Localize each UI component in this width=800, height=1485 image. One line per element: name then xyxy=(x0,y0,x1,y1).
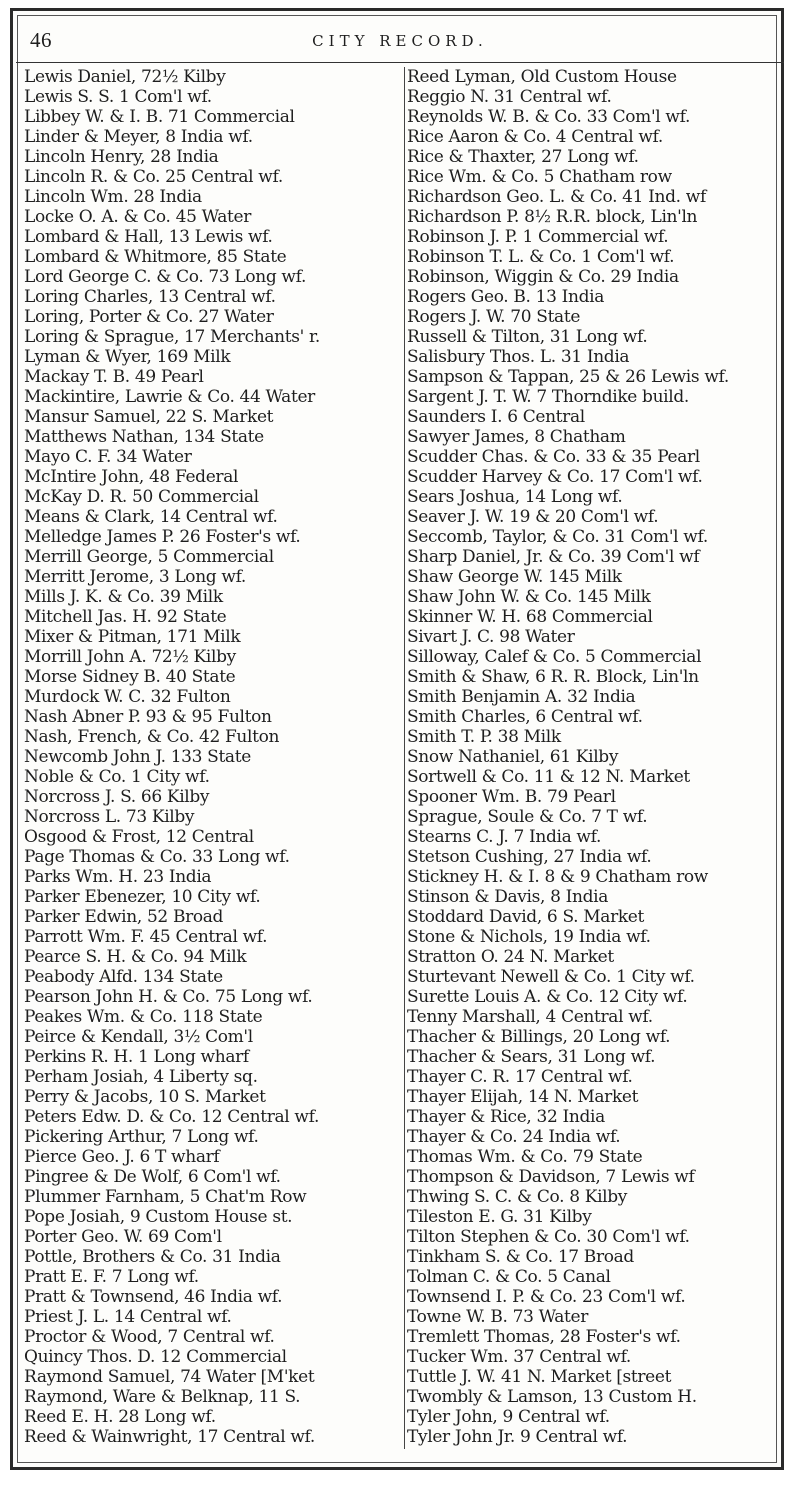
left-column xyxy=(24,67,398,1457)
directory-entry: Stoddard David, 6 S. Market xyxy=(407,907,645,927)
directory-entry: Snow Nathaniel, 61 Kilby xyxy=(407,747,619,767)
directory-entry: McIntire John, 48 Federal xyxy=(24,467,239,487)
directory-entry: Saunders I. 6 Central xyxy=(407,407,585,427)
directory-entry: Lombard & Whitmore, 85 State xyxy=(24,247,287,267)
directory-entry: Lyman & Wyer, 169 Milk xyxy=(24,347,231,367)
directory-entry: Pearson John H. & Co. 75 Long wf. xyxy=(24,987,313,1007)
directory-entry: Stearns C. J. 7 India wf. xyxy=(407,827,602,847)
directory-entry: Shaw John W. & Co. 145 Milk xyxy=(407,587,651,607)
directory-entry: Rice & Thaxter, 27 Long wf. xyxy=(407,147,639,167)
directory-columns xyxy=(24,67,774,1457)
directory-entry: Noble & Co. 1 City wf. xyxy=(24,767,210,787)
directory-entry: Lincoln R. & Co. 25 Central wf. xyxy=(24,167,283,187)
directory-entry: Proctor & Wood, 7 Central wf. xyxy=(24,1327,275,1347)
directory-entry: Reed & Wainwright, 17 Central wf. xyxy=(24,1427,315,1447)
directory-entry: Thayer C. R. 17 Central wf. xyxy=(407,1067,633,1087)
directory-entry: Pierce Geo. J. 6 T wharf xyxy=(24,1147,220,1167)
directory-entry: Rice Aaron & Co. 4 Central wf. xyxy=(407,127,663,147)
directory-entry: Peakes Wm. & Co. 118 State xyxy=(24,1007,263,1027)
running-title: CITY RECORD. xyxy=(312,32,488,50)
directory-entry: Sturtevant Newell & Co. 1 City wf. xyxy=(407,967,695,987)
directory-entry: Tolman C. & Co. 5 Canal xyxy=(407,1267,611,1287)
right-column xyxy=(407,67,781,1457)
directory-entry: Stone & Nichols, 19 India wf. xyxy=(407,927,651,947)
directory-entry: Thwing S. C. & Co. 8 Kilby xyxy=(407,1187,628,1207)
directory-entry: Mackintire, Lawrie & Co. 44 Water xyxy=(24,387,315,407)
directory-entry: Parker Edwin, 52 Broad xyxy=(24,907,224,927)
directory-entry: Mills J. K. & Co. 39 Milk xyxy=(24,587,223,607)
directory-entry: Twombly & Lamson, 13 Custom H. xyxy=(407,1387,697,1407)
directory-entry: Tyler John Jr. 9 Central wf. xyxy=(407,1427,628,1447)
directory-entry: Thomas Wm. & Co. 79 State xyxy=(407,1147,643,1167)
page-header xyxy=(10,10,790,60)
directory-entry: Libbey W. & I. B. 71 Commercial xyxy=(24,107,295,127)
directory-entry: Page Thomas & Co. 33 Long wf. xyxy=(24,847,290,867)
directory-entry: Reggio N. 31 Central wf. xyxy=(407,87,612,107)
directory-entry: Peabody Alfd. 134 State xyxy=(24,967,223,987)
directory-entry: Tileston E. G. 31 Kilby xyxy=(407,1207,592,1227)
directory-entry: Smith Charles, 6 Central wf. xyxy=(407,707,643,727)
directory-entry: Scudder Chas. & Co. 33 & 35 Pearl xyxy=(407,447,700,467)
directory-entry: Tyler John, 9 Central wf. xyxy=(407,1407,610,1427)
directory-entry: Towne W. B. 73 Water xyxy=(407,1307,589,1327)
directory-entry: Lewis Daniel, 72½ Kilby xyxy=(24,67,226,87)
directory-entry: Smith Benjamin A. 32 India xyxy=(407,687,636,707)
directory-entry: Loring Charles, 13 Central wf. xyxy=(24,287,276,307)
directory-entry: Stetson Cushing, 27 India wf. xyxy=(407,847,652,867)
directory-entry: Morse Sidney B. 40 State xyxy=(24,667,236,687)
directory-entry: Townsend I. P. & Co. 23 Com'l wf. xyxy=(407,1287,686,1307)
directory-entry: Seaver J. W. 19 & 20 Com'l wf. xyxy=(407,507,659,527)
directory-entry: Perham Josiah, 4 Liberty sq. xyxy=(24,1067,258,1087)
directory-entry: Thacher & Billings, 20 Long wf. xyxy=(407,1027,671,1047)
page-number: 46 xyxy=(30,28,52,52)
directory-entry: Quincy Thos. D. 12 Commercial xyxy=(24,1347,287,1367)
directory-entry: Reed Lyman, Old Custom House xyxy=(407,67,677,87)
directory-entry: Sharp Daniel, Jr. & Co. 39 Com'l wf xyxy=(407,547,700,567)
directory-entry: Lincoln Henry, 28 India xyxy=(24,147,219,167)
directory-entry: Thayer & Co. 24 India wf. xyxy=(407,1127,621,1147)
directory-entry: Mayo C. F. 34 Water xyxy=(24,447,192,467)
directory-entry: Sampson & Tappan, 25 & 26 Lewis wf. xyxy=(407,367,729,387)
directory-entry: McKay D. R. 50 Commercial xyxy=(24,487,259,507)
directory-entry: Raymond Samuel, 74 Water [M'ket xyxy=(24,1367,315,1387)
directory-entry: Tenny Marshall, 4 Central wf. xyxy=(407,1007,653,1027)
directory-entry: Pratt & Townsend, 46 India wf. xyxy=(24,1287,283,1307)
directory-entry: Tucker Wm. 37 Central wf. xyxy=(407,1347,631,1367)
directory-entry: Loring, Porter & Co. 27 Water xyxy=(24,307,274,327)
directory-entry: Sears Joshua, 14 Long wf. xyxy=(407,487,623,507)
directory-entry: Parrott Wm. F. 45 Central wf. xyxy=(24,927,268,947)
directory-entry: Stickney H. & I. 8 & 9 Chatham row xyxy=(407,867,708,887)
directory-entry: Pearce S. H. & Co. 94 Milk xyxy=(24,947,247,967)
directory-entry: Osgood & Frost, 12 Central xyxy=(24,827,254,847)
directory-entry: Loring & Sprague, 17 Merchants' r. xyxy=(24,327,320,347)
directory-entry: Newcomb John J. 133 State xyxy=(24,747,251,767)
directory-entry: Reynolds W. B. & Co. 33 Com'l wf. xyxy=(407,107,690,127)
directory-entry: Plummer Farnham, 5 Chat'm Row xyxy=(24,1187,307,1207)
directory-entry: Spooner Wm. B. 79 Pearl xyxy=(407,787,616,807)
directory-entry: Richardson Geo. L. & Co. 41 Ind. wf xyxy=(407,187,706,207)
directory-entry: Salisbury Thos. L. 31 India xyxy=(407,347,630,367)
directory-entry: Norcross J. S. 66 Kilby xyxy=(24,787,210,807)
directory-entry: Thacher & Sears, 31 Long wf. xyxy=(407,1047,656,1067)
directory-entry: Means & Clark, 14 Central wf. xyxy=(24,507,278,527)
directory-entry: Porter Geo. W. 69 Com'l xyxy=(24,1227,222,1247)
directory-entry: Sawyer James, 8 Chatham xyxy=(407,427,626,447)
directory-entry: Tilton Stephen & Co. 30 Com'l wf. xyxy=(407,1227,690,1247)
directory-entry: Pope Josiah, 9 Custom House st. xyxy=(24,1207,293,1227)
directory-entry: Thayer Elijah, 14 N. Market xyxy=(407,1087,639,1107)
directory-entry: Skinner W. H. 68 Commercial xyxy=(407,607,653,627)
directory-entry: Pratt E. F. 7 Long wf. xyxy=(24,1267,199,1287)
directory-entry: Parker Ebenezer, 10 City wf. xyxy=(24,887,261,907)
directory-entry: Murdock W. C. 32 Fulton xyxy=(24,687,231,707)
directory-entry: Lombard & Hall, 13 Lewis wf. xyxy=(24,227,273,247)
directory-entry: Surette Louis A. & Co. 12 City wf. xyxy=(407,987,688,1007)
directory-entry: Nash Abner P. 93 & 95 Fulton xyxy=(24,707,272,727)
directory-entry: Sprague, Soule & Co. 7 T wf. xyxy=(407,807,648,827)
directory-entry: Scudder Harvey & Co. 17 Com'l wf. xyxy=(407,467,703,487)
directory-entry: Robinson T. L. & Co. 1 Com'l wf. xyxy=(407,247,675,267)
directory-entry: Robinson, Wiggin & Co. 29 India xyxy=(407,267,679,287)
directory-entry: Lincoln Wm. 28 India xyxy=(24,187,202,207)
directory-entry: Tuttle J. W. 41 N. Market [street xyxy=(407,1367,672,1387)
directory-entry: Sortwell & Co. 11 & 12 N. Market xyxy=(407,767,690,787)
directory-entry: Seccomb, Taylor, & Co. 31 Com'l wf. xyxy=(407,527,708,547)
directory-entry: Richardson P. 8½ R.R. block, Lin'ln xyxy=(407,207,698,227)
directory-entry: Linder & Meyer, 8 India wf. xyxy=(24,127,253,147)
directory-entry: Russell & Tilton, 31 Long wf. xyxy=(407,327,648,347)
directory-entry: Sivart J. C. 98 Water xyxy=(407,627,575,647)
directory-entry: Parks Wm. H. 23 India xyxy=(24,867,212,887)
directory-entry: Smith T. P. 38 Milk xyxy=(407,727,561,747)
directory-entry: Mackay T. B. 49 Pearl xyxy=(24,367,204,387)
directory-entry: Merritt Jerome, 3 Long wf. xyxy=(24,567,246,587)
directory-entry: Pottle, Brothers & Co. 31 India xyxy=(24,1247,281,1267)
directory-entry: Pingree & De Wolf, 6 Com'l wf. xyxy=(24,1167,281,1187)
directory-entry: Mitchell Jas. H. 92 State xyxy=(24,607,227,627)
directory-entry: Perry & Jacobs, 10 S. Market xyxy=(24,1087,266,1107)
directory-entry: Perkins R. H. 1 Long wharf xyxy=(24,1047,249,1067)
directory-entry: Mansur Samuel, 22 S. Market xyxy=(24,407,274,427)
directory-entry: Lord George C. & Co. 73 Long wf. xyxy=(24,267,307,287)
directory-entry: Melledge James P. 26 Foster's wf. xyxy=(24,527,301,547)
directory-entry: Peirce & Kendall, 3½ Com'l xyxy=(24,1027,253,1047)
directory-entry: Rogers Geo. B. 13 India xyxy=(407,287,605,307)
directory-entry: Robinson J. P. 1 Commercial wf. xyxy=(407,227,669,247)
directory-entry: Rice Wm. & Co. 5 Chatham row xyxy=(407,167,672,187)
directory-entry: Locke O. A. & Co. 45 Water xyxy=(24,207,252,227)
directory-entry: Pickering Arthur, 7 Long wf. xyxy=(24,1127,259,1147)
directory-entry: Reed E. H. 28 Long wf. xyxy=(24,1407,216,1427)
directory-entry: Nash, French, & Co. 42 Fulton xyxy=(24,727,280,747)
directory-entry: Stratton O. 24 N. Market xyxy=(407,947,614,967)
directory-entry: Mixer & Pitman, 171 Milk xyxy=(24,627,241,647)
directory-entry: Shaw George W. 145 Milk xyxy=(407,567,622,587)
directory-entry: Tremlett Thomas, 28 Foster's wf. xyxy=(407,1327,681,1347)
directory-entry: Raymond, Ware & Belknap, 11 S. xyxy=(24,1387,301,1407)
directory-entry: Stinson & Davis, 8 India xyxy=(407,887,608,907)
header-rule xyxy=(16,62,784,63)
directory-entry: Sargent J. T. W. 7 Thorndike build. xyxy=(407,387,689,407)
directory-entry: Peters Edw. D. & Co. 12 Central wf. xyxy=(24,1107,320,1127)
directory-entry: Priest J. L. 14 Central wf. xyxy=(24,1307,232,1327)
directory-entry: Thompson & Davidson, 7 Lewis wf xyxy=(407,1167,695,1187)
directory-entry: Lewis S. S. 1 Com'l wf. xyxy=(24,87,212,107)
directory-entry: Norcross L. 73 Kilby xyxy=(24,807,195,827)
directory-entry: Matthews Nathan, 134 State xyxy=(24,427,264,447)
directory-entry: Thayer & Rice, 32 India xyxy=(407,1107,605,1127)
directory-entry: Tinkham S. & Co. 17 Broad xyxy=(407,1247,634,1267)
directory-entry: Merrill George, 5 Commercial xyxy=(24,547,274,567)
directory-entry: Morrill John A. 72½ Kilby xyxy=(24,647,236,667)
directory-entry: Silloway, Calef & Co. 5 Commercial xyxy=(407,647,702,667)
directory-entry: Smith & Shaw, 6 R. R. Block, Lin'ln xyxy=(407,667,699,687)
directory-entry: Rogers J. W. 70 State xyxy=(407,307,581,327)
